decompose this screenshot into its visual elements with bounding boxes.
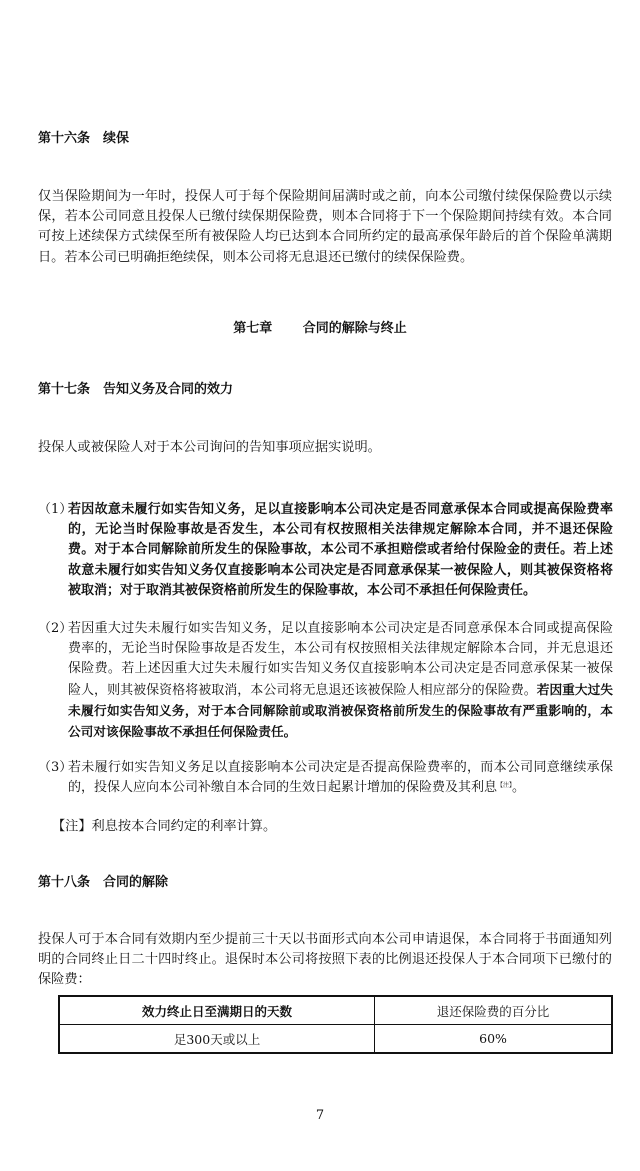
article-17-intro: 投保人或被保险人对于本公司询问的告知事项应据实说明。 — [38, 440, 381, 455]
item-1-number: （1） — [38, 502, 73, 517]
table-header-days: 效力终止日至满期日的天数 — [59, 996, 375, 1025]
item-2-number: （2） — [38, 621, 73, 636]
item-3-number: （3） — [38, 760, 73, 775]
item-3-tail: 。 — [512, 780, 526, 796]
note-text: 【注】利息按本合同约定的利率计算。 — [52, 819, 277, 834]
table-cell-percent: 60% — [375, 1025, 612, 1054]
table-cell-days: 足300天或以上 — [59, 1025, 375, 1054]
item-2-normal-text: 若因重大过失未履行如实告知义务，足以直接影响本公司决定是否同意承保本合同或提高保险费率的，无论当时保险事故是否发生，本公司有权按照相关法律规定解除本合同，并无息退还保险费。若上述因重大过失未履行如实告知义务仅直接影响本公司决定是否同意承保某一被保险人，则其被保资格将被取消，本公司将无息退还该被保险人相应部分的保险费。 — [68, 621, 613, 698]
refund-ratio-table — [58, 995, 613, 1054]
table-header-percent: 退还保险费的百分比 — [375, 996, 612, 1025]
page-number: 7 — [315, 1108, 325, 1123]
table-header-row — [59, 996, 612, 1025]
note-marker: 【注】 — [497, 782, 513, 790]
article-18-body: 投保人可于本合同有效期内至少提前三十天以书面形式向本公司申请退保，本合同将于书面通知列明的合同终止日二十四时终止。退保时本公司将按照下表的比例退还投保人于本合同项下已缴付的保险费： — [38, 932, 612, 988]
article-16-heading: 第十六条 续保 — [38, 131, 130, 146]
chapter-title: 第七章 合同的解除与终止 — [233, 321, 407, 336]
item-3-body — [68, 758, 613, 798]
article-16-body: 仅当保险期间为一年时，投保人可于每个保险期间届满时或之前，向本公司缴付续保保险费以示续保，若本公司同意且投保人已缴付续保期保险费，则本合同将于下一个保险期间持续有效。本合同可按上述续保方式续保至所有被保险人均已达到本合同所约定的最高承保年龄后的首个保险单满期日。若本公司已明确拒绝续保，则本公司将无息退还已缴付的续保保险费。 — [38, 189, 612, 265]
article-18-heading: 第十八条 合同的解除 — [38, 875, 169, 890]
item-2-body — [68, 619, 613, 743]
table-row — [59, 1025, 612, 1054]
item-3-text: 若未履行如实告知义务足以直接影响本公司决定是否提高保险费率的，而本公司同意继续承保的，投保人应向本公司补缴自本合同的生效日起累计增加的保险费及其利息 — [68, 760, 613, 796]
item-2-bold-text: 若因重大过失未履行如实告知义务，对于本合同解除前或取消被保资格前所发生的保险事故有严重影响的，本公司对该保险事故不承担任何保险责任。 — [68, 681, 613, 740]
article-17-heading: 第十七条 告知义务及合同的效力 — [38, 382, 234, 397]
item-1-body: 若因故意未履行如实告知义务，足以直接影响本公司决定是否同意承保本合同或提高保险费率的，无论当时保险事故是否发生，本公司有权按照相关法律规定解除本合同，并不退还保险费。对于本合同解除前所发生的保险事故，本公司不承担赔偿或者给付保险金的责任。若上述故意未履行如实告知义务仅直接影响本公司决定是否同意承保某一被保险人，则其被保资格将被取消；对于取消其被保资格前所发生的保险事故，本公司不承担任何保险责任。 — [68, 502, 613, 598]
